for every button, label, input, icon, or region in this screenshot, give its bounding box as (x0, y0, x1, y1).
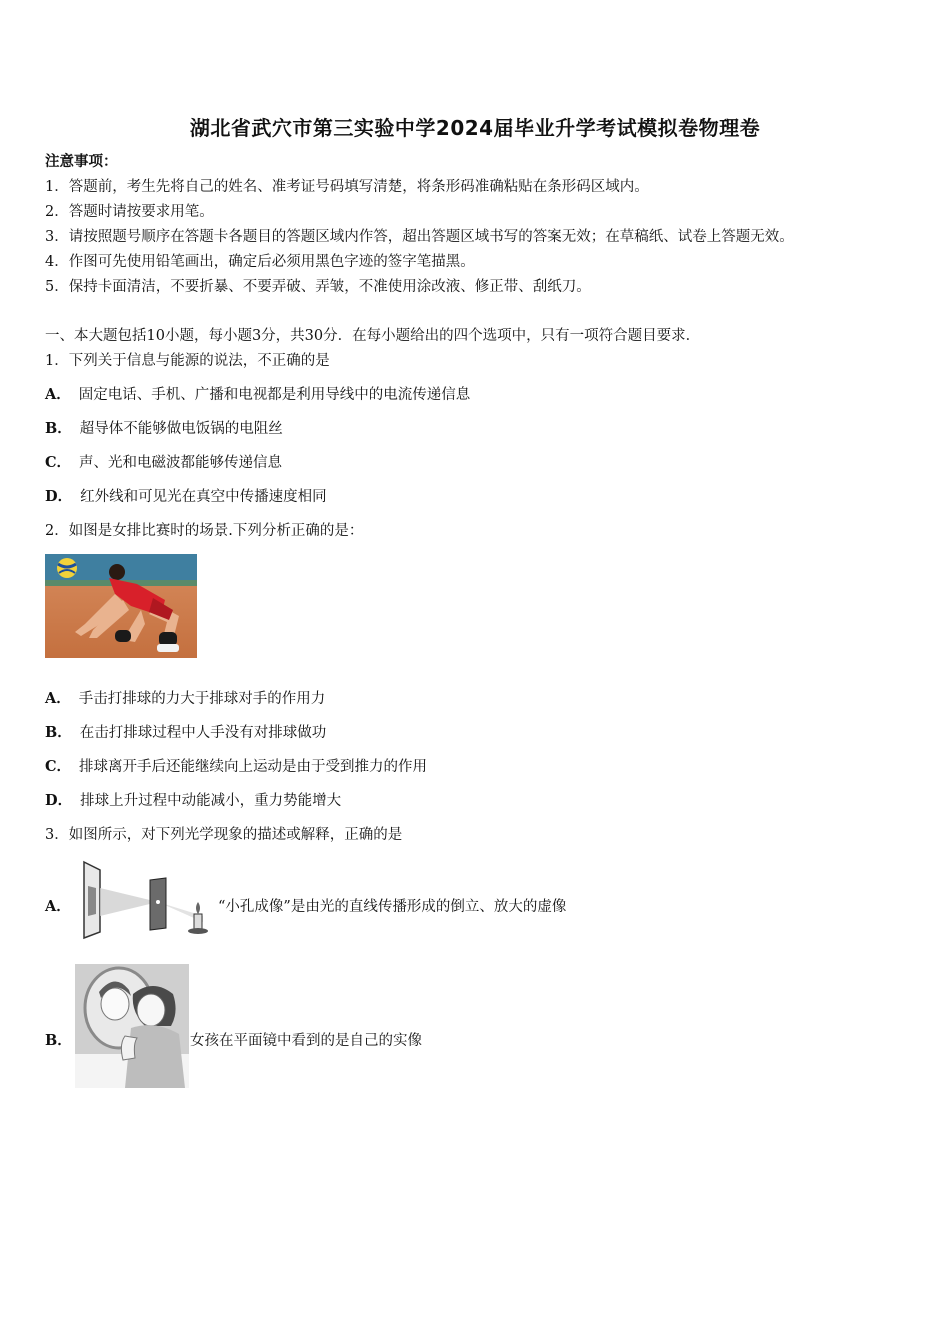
note-item: 2．答题时请按要求用笔。 (45, 204, 214, 220)
option-2a (45, 689, 325, 709)
option-letter: C． (45, 454, 72, 471)
option-letter: D． (45, 792, 73, 809)
option-text: 超导体不能够做电饭锅的电阻丝 (79, 421, 283, 437)
option-text: 女孩在平面镜中看到的是自己的实像 (190, 1033, 422, 1049)
notes-heading: 注意事项： (45, 153, 118, 170)
page-title: 湖北省武穴市第三实验中学2024届毕业升学考试模拟卷物理卷 (189, 116, 761, 140)
option-letter: B． (45, 1032, 72, 1049)
option-letter: C． (45, 758, 72, 775)
option-text: 排球上升过程中动能减小，重力势能增大 (80, 793, 342, 809)
option-1c (45, 453, 282, 473)
note-item: 4．作图可先使用铅笔画出，确定后必须用黑色字迹的签字笔描黑。 (45, 254, 475, 270)
question-stem-2: 2．如图是女排比赛时的场景.下列分析正确的是： (45, 523, 364, 539)
volleyball-photo (45, 554, 197, 658)
section-heading: 一、本大题包括10小题，每小题3分，共30分．在每小题给出的四个选项中，只有一项符合题目要求． (45, 328, 701, 344)
option-text: 手击打排球的力大于排球对手的作用力 (78, 691, 326, 707)
note-item: 3．请按照题号顺序在答题卡各题目的答题区域内作答，超出答题区域书写的答案无效；在草稿纸、试卷上答题无效。 (45, 229, 794, 245)
pinhole-camera-diagram (78, 858, 213, 940)
option-2b (45, 723, 326, 743)
option-letter: A． (45, 898, 71, 915)
option-text: 排球离开手后还能继续向上运动是由于受到推力的作用 (79, 759, 428, 775)
question-stem-1: 1．下列关于信息与能源的说法，不正确的是 (45, 353, 330, 369)
option-letter: A． (45, 386, 71, 403)
option-text: 红外线和可见光在真空中传播速度相同 (80, 489, 327, 505)
option-1a (45, 385, 470, 405)
option-2d (45, 791, 341, 811)
note-item: 5．保持卡面清洁，不要折暴、不要弄破、弄皱，不准使用涂改液、修正带、刮纸刀。 (45, 279, 591, 295)
option-text: “小孔成像”是由光的直线传播形成的倒立、放大的虚像 (218, 899, 567, 915)
option-text: 声、光和电磁波都能够传递信息 (79, 455, 283, 471)
option-2c (45, 757, 427, 777)
option-letter: B． (45, 420, 72, 437)
option-letter (45, 897, 79, 917)
option-text: 固定电话、手机、广播和电视都是利用导线中的电流传递信息 (78, 387, 471, 403)
option-letter: B． (45, 724, 72, 741)
mirror-girl-image (75, 964, 189, 1088)
option-letter: D． (45, 488, 73, 505)
question-stem-3: 3．如图所示，对下列光学现象的描述或解释，正确的是 (45, 827, 403, 843)
option-text: 在击打排球过程中人手没有对排球做功 (79, 725, 327, 741)
option-1d (45, 487, 327, 507)
option-1b (45, 419, 283, 439)
note-item: 1．答题前，考生先将自己的姓名、准考证号码填写清楚，将条形码准确粘贴在条形码区域内。 (45, 179, 649, 195)
option-letter: A． (45, 690, 71, 707)
